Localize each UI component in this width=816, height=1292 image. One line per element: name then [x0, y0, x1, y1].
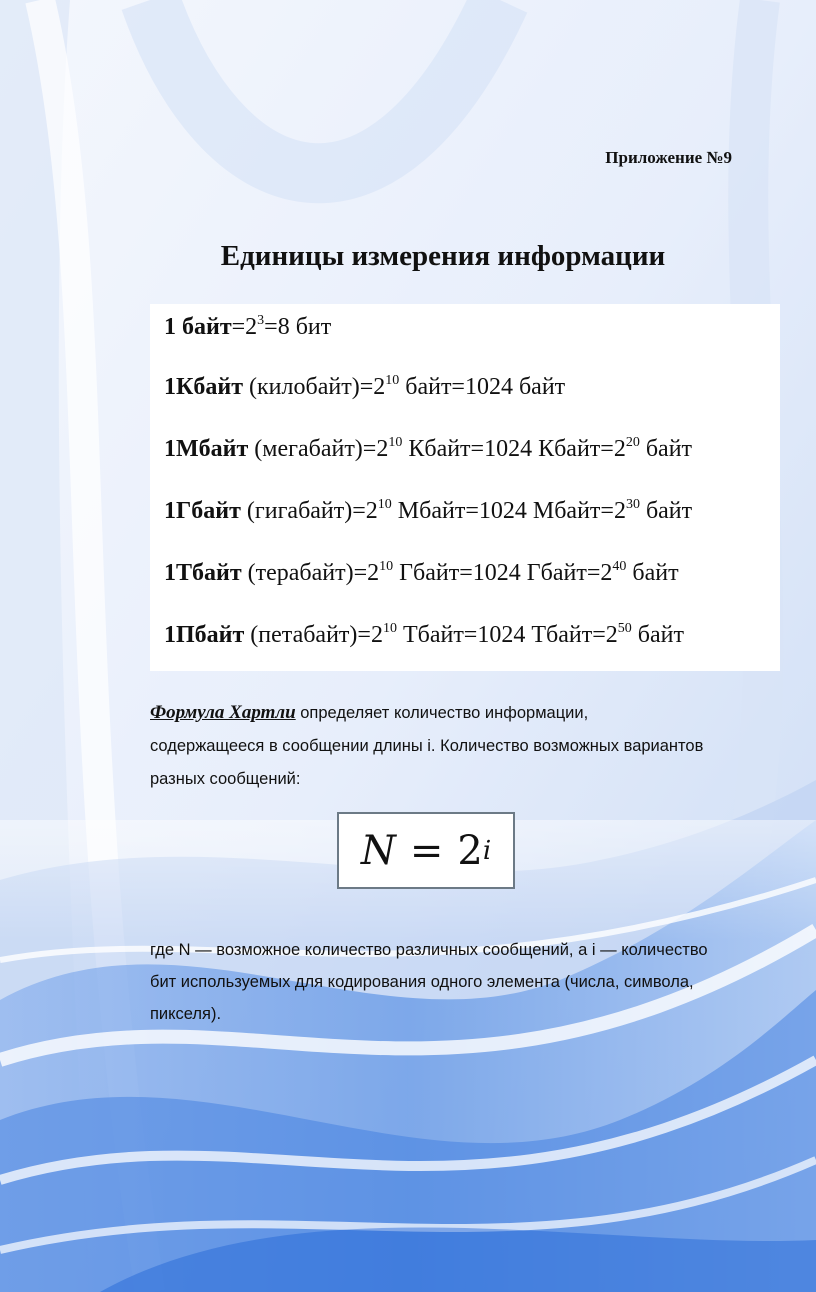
formula-base: 2 — [457, 827, 483, 874]
unit-row — [164, 374, 565, 401]
unit-definition-text: (гигабайт)=2 — [240, 498, 378, 524]
unit-definition-text: =8 бит — [264, 314, 332, 340]
unit-definition-text: Тбайт=1024 Тбайт=2 — [396, 622, 618, 648]
formula-equals: = — [409, 827, 444, 874]
unit-definition-text: Мбайт=1024 Мбайт=2 — [391, 498, 626, 524]
unit-definition-text: (петабайт)=2 — [244, 622, 383, 648]
unit-exponent: 10 — [377, 497, 392, 512]
hartley-description — [150, 696, 750, 796]
hartley-formula-box: N = 2 i — [337, 812, 515, 889]
unit-exponent: 30 — [625, 497, 640, 512]
explanation-line1: где N — возможное количество различных сообщений, а i — количество — [150, 941, 708, 959]
unit-exponent: 3 — [257, 313, 265, 328]
unit-name: 1Гбайт — [164, 498, 241, 524]
unit-exponent: 10 — [385, 373, 400, 388]
unit-definition-text: байт=1024 байт — [399, 374, 566, 400]
unit-row — [164, 560, 679, 587]
formula-n: N — [360, 827, 396, 874]
unit-name: 1Тбайт — [164, 560, 242, 586]
hartley-text-line1: определяет количество информации, — [295, 704, 589, 722]
unit-name: 1 байт — [164, 314, 232, 340]
unit-row — [164, 498, 692, 525]
unit-exponent: 10 — [379, 559, 394, 574]
unit-definition-text: Кбайт=1024 Кбайт=2 — [402, 436, 626, 462]
page-title: Единицы измерения информации — [220, 240, 666, 272]
unit-row — [164, 436, 692, 463]
unit-definition-text: =2 — [231, 314, 258, 340]
formula-explanation — [150, 934, 770, 1030]
unit-definition-text: (терабайт)=2 — [241, 560, 380, 586]
unit-definition-text: байт — [639, 436, 693, 462]
appendix-label: Приложение №9 — [605, 148, 732, 167]
unit-name: 1Кбайт — [164, 374, 244, 400]
unit-definition-text: (килобайт)=2 — [243, 374, 386, 400]
explanation-line2: бит используемых для кодирования одного элемента (числа, символа, — [150, 973, 694, 991]
unit-definition-text: байт — [626, 560, 679, 586]
unit-exponent: 40 — [612, 559, 627, 574]
unit-exponent: 10 — [382, 621, 397, 636]
units-panel — [150, 304, 780, 671]
unit-name: 1Мбайт — [164, 436, 249, 462]
hartley-text-line2: содержащееся в сообщении длины i. Количество возможных вариантов — [150, 737, 704, 755]
unit-exponent: 20 — [625, 435, 640, 450]
unit-row — [164, 622, 684, 649]
unit-definition-text: Гбайт=1024 Гбайт=2 — [393, 560, 613, 586]
explanation-line3: пикселя). — [150, 1005, 222, 1023]
hartley-formula-name: Формула Хартли — [150, 702, 296, 723]
unit-name: 1Пбайт — [164, 622, 245, 648]
unit-definition-text: (мегабайт)=2 — [248, 436, 389, 462]
unit-row — [164, 314, 331, 341]
hartley-text-line3: разных сообщений: — [150, 770, 301, 788]
unit-definition-text: байт — [639, 498, 693, 524]
unit-exponent: 10 — [388, 435, 403, 450]
unit-definition-text: байт — [631, 622, 684, 648]
unit-exponent: 50 — [617, 621, 632, 636]
